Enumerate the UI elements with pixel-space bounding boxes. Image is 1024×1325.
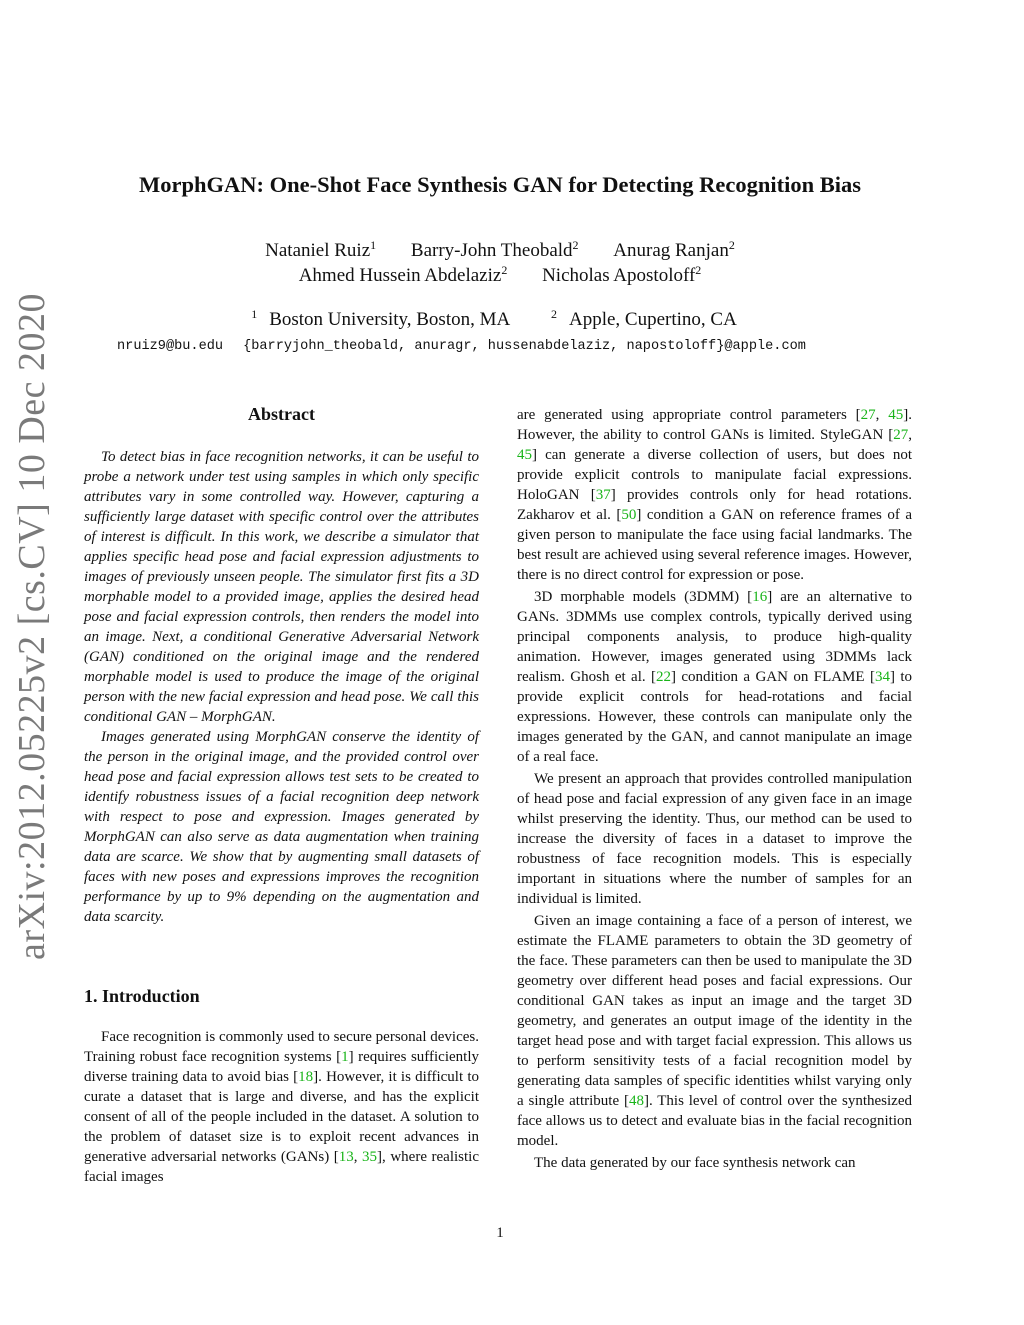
abstract-section xyxy=(84,403,479,927)
left-column xyxy=(84,403,479,1187)
citation-link[interactable]: 27 xyxy=(893,427,909,443)
text-run: , xyxy=(908,427,912,443)
citation-link[interactable]: 18 xyxy=(298,1069,314,1085)
author-name-text: Ahmed Hussein Abdelaziz xyxy=(298,265,502,286)
arxiv-identifier-stamp: arXiv:2012.05225v2 [cs.CV] 10 Dec 2020 xyxy=(11,292,53,960)
right-paragraph-1 xyxy=(517,405,912,585)
author-name xyxy=(613,240,735,261)
author-affiliation-mark: 2 xyxy=(501,263,508,277)
affiliation-mark: 2 xyxy=(550,307,557,321)
text-run: ] to provide explicit controls for head-rotations and facial expressions. However, these controls can manipulate only the images generated by the GAN, and cannot manipulate an image of a real face. xyxy=(517,669,912,765)
author-affiliation-mark: 2 xyxy=(572,238,579,252)
citation-link[interactable]: 27 xyxy=(860,407,876,423)
text-run: Given an image containing a face of a person of interest, we estimate the FLAME parameters to obtain the 3D geometry of the face. These parameters can then be used to manipulate the 3D geometry over different head poses and facial expressions. Our conditional GAN takes as input an image and the target 3D geometry, and generates an output image of the identity in the target head pose and with target facial expression. This allows us to perform sensitivity tests of a facial recognition model by generating data samples of specific identities whilst varying only a single attribute [ xyxy=(517,913,912,1109)
author-name xyxy=(299,265,508,286)
citation-link[interactable]: 48 xyxy=(628,1093,644,1109)
text-run: ]. This level of control over the synthesized face allows us to detect and evaluate bias in the facial recognition model. xyxy=(517,1093,912,1149)
author-name xyxy=(411,240,579,261)
text-run: ] are an alternative to GANs. 3DMMs use complex controls, typically derived using principal components analysis, to produce high-quality animation. However, images generated using 3DMMs lack realism. Ghosh et al. [ xyxy=(517,589,912,685)
email-bu: nruiz9@bu.edu xyxy=(117,339,224,354)
author-name-text: Nataniel Ruiz xyxy=(265,240,371,261)
citation-link[interactable]: 35 xyxy=(362,1149,378,1165)
email-apple: {barryjohn_theobald, anuragr, hussenabdelaziz, napostoloff}@apple.com xyxy=(243,339,806,354)
author-affiliation-mark: 2 xyxy=(728,238,735,252)
text-run: are generated using appropriate control parameters [ xyxy=(517,407,861,423)
author-affiliation-mark: 1 xyxy=(370,238,377,252)
affiliation-boston xyxy=(251,309,522,330)
affiliations xyxy=(0,309,1000,331)
affiliation-mark: 1 xyxy=(251,307,258,321)
author-emails xyxy=(117,339,917,354)
author-name xyxy=(265,240,376,261)
author-name-text: Nicholas Apostoloff xyxy=(542,265,696,286)
text-run: ]. However, the ability to control GANs is limited. StyleGAN [ xyxy=(517,407,913,443)
right-column xyxy=(517,405,912,1173)
citation-link[interactable]: 50 xyxy=(621,507,637,523)
abstract-paragraph-2: Images generated using MorphGAN conserve the identity of the person in the original image, and the provided control over head pose and facial expression allows test sets to be created to identify robustness issues of a facial recognition deep network with respect to pose and expression. Images generated by MorphGAN can also serve as data augmentation when training data are scarce. We show that by augmenting small datasets of faces with new poses and expressions improves the recognition performance by up to 9% depending on the augmentation and data scarcity. xyxy=(84,729,479,925)
right-paragraph-4 xyxy=(517,911,912,1151)
affiliation-text: Boston University, Boston, MA xyxy=(269,309,511,330)
author-affiliation-mark: 2 xyxy=(695,263,702,277)
intro-paragraph-1 xyxy=(84,1027,479,1187)
citation-link[interactable]: 13 xyxy=(338,1149,354,1165)
text-run: ], where realistic facial images xyxy=(84,1149,479,1185)
affiliation-apple xyxy=(551,309,749,330)
citation-link[interactable]: 45 xyxy=(517,447,532,463)
paper-title: MorphGAN: One-Shot Face Synthesis GAN for Detecting Recognition Bias xyxy=(138,172,862,197)
citation-link[interactable]: 1 xyxy=(341,1049,349,1065)
text-run: , xyxy=(875,407,889,423)
abstract-paragraph-1: To detect bias in face recognition networks, it can be useful to probe a network under test using samples in which only specific attributes vary in some controlled way. However, capturing a sufficiently large dataset with specific control over the attributes of interest is difficult. In this work, we describe a simulator that applies specific head pose and facial expression adjustments to images of previously unseen people. The simulator first fits a 3D morphable model to a provided image, applies the desired head pose and facial expression controls, then renders the model into an image. Next, a conditional Generative Adversarial Network (GAN) conditioned on the original image and the rendered morphable model is used to produce the image of the original person with the new facial expression and head pose. We call this conditional GAN – MorphGAN. xyxy=(84,449,479,725)
right-paragraph-3: We present an approach that provides controlled manipulation of head pose and facial expression of any given face in an image whilst preserving the identity. Thus, our method can be used to increase the diversity of faces in a dataset to improve the robustness of face recognition models. This is especially important in situations where the number of samples for an individual is limited. xyxy=(517,771,912,907)
author-name xyxy=(542,265,701,286)
author-list-line-2 xyxy=(0,265,1000,287)
text-run: ] requires sufficiently diverse training data to avoid bias [ xyxy=(84,1049,479,1085)
text-run: Face recognition is commonly used to secure personal devices. Training robust face recognition systems [ xyxy=(84,1029,479,1065)
citation-link[interactable]: 37 xyxy=(595,487,611,503)
right-paragraph-5: The data generated by our face synthesis network can xyxy=(534,1155,856,1171)
text-run: ] condition a GAN on reference frames of a given person to manipulate the face using facial landmarks. The best result are achieved using several reference images. However, there is no direct control for expression or pose. xyxy=(517,507,912,583)
affiliation-text: Apple, Cupertino, CA xyxy=(568,309,737,330)
author-name-text: Anurag Ranjan xyxy=(613,240,729,261)
author-name-text: Barry-John Theobald xyxy=(410,240,573,261)
text-run: ] condition a GAN on FLAME [ xyxy=(671,669,875,685)
text-run: ]. However, it is difficult to curate a dataset that is large and diverse, and has the explicit consent of all of the people included in the dataset. A solution to the problem of dataset size is to exploit recent advances in generative adversarial networks (GANs) [ xyxy=(84,1069,479,1165)
citation-link[interactable]: 34 xyxy=(874,669,890,685)
citation-link[interactable]: 45 xyxy=(888,407,904,423)
text-run: ] can generate a diverse collection of users, but does not provide explicit controls to manipulate facial expressions. HoloGAN [ xyxy=(517,447,912,503)
page-number: 1 xyxy=(496,1225,504,1241)
citation-link[interactable]: 16 xyxy=(752,589,768,605)
citation-link[interactable]: 22 xyxy=(656,669,671,685)
introduction-heading: 1. Introduction xyxy=(84,986,200,1006)
abstract-heading: Abstract xyxy=(248,404,315,424)
author-list-line-1 xyxy=(0,240,1000,262)
text-run: ] provides controls only for head rotations. Zakharov et al. [ xyxy=(517,487,912,523)
text-run: , xyxy=(353,1149,363,1165)
text-run: 3D morphable models (3DMM) [ xyxy=(534,589,753,605)
right-paragraph-2 xyxy=(517,587,912,767)
